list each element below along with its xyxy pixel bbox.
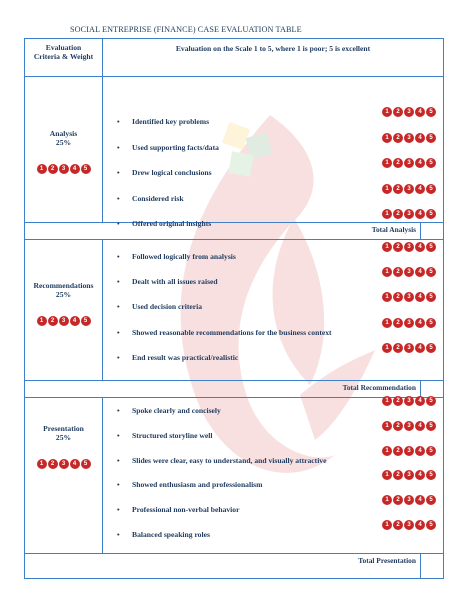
rating-circle[interactable]: 4: [415, 184, 425, 194]
total-row: [25, 554, 444, 579]
criterion-item: [25, 109, 443, 129]
criteria-name: Recommendations: [33, 281, 94, 290]
rating-circle[interactable]: 4: [415, 209, 425, 219]
item-rating-scale: [382, 495, 436, 505]
rating-circle[interactable]: 2: [393, 133, 403, 143]
bullet-icon: •: [117, 252, 120, 261]
rating-circle[interactable]: 1: [382, 396, 392, 406]
rating-circle[interactable]: 5: [81, 164, 91, 174]
rating-circle[interactable]: 5: [426, 184, 436, 194]
rating-circle[interactable]: 1: [382, 470, 392, 480]
item-rating-scale: [382, 421, 436, 431]
rating-circle[interactable]: 5: [426, 209, 436, 219]
rating-circle[interactable]: 5: [426, 267, 436, 277]
item-rating-scale: [382, 107, 436, 117]
item-rating-scale: [382, 133, 436, 143]
rating-circle[interactable]: 4: [415, 292, 425, 302]
item-rating-scale: [382, 446, 436, 456]
rating-circle[interactable]: 3: [404, 318, 414, 328]
rating-circle[interactable]: 2: [393, 520, 403, 530]
rating-circle[interactable]: 5: [426, 421, 436, 431]
rating-circle[interactable]: 1: [382, 446, 392, 456]
criterion-text: End result was practical/realistic: [132, 352, 239, 362]
item-rating-scale: [382, 292, 436, 302]
total-score-field[interactable]: [421, 381, 444, 398]
criterion-text: Structured storyline well: [132, 430, 213, 440]
criterion-text: Slides were clear, easy to understand, and visually attractive: [132, 455, 327, 465]
rating-circle[interactable]: 5: [426, 495, 436, 505]
rating-circle[interactable]: 1: [382, 292, 392, 302]
item-rating-scale: [382, 184, 436, 194]
header-row: [25, 39, 444, 77]
item-rating-scale: [382, 209, 436, 219]
item-rating-scale: [382, 242, 436, 252]
criterion-text: Considered risk: [132, 193, 184, 203]
rating-circle[interactable]: 2: [48, 164, 58, 174]
criterion-text: Identified key problems: [132, 117, 210, 126]
rating-circle[interactable]: 1: [382, 133, 392, 143]
criteria-weight: 25%: [55, 290, 72, 299]
rating-circle[interactable]: 3: [404, 470, 414, 480]
rating-circle[interactable]: 1: [382, 495, 392, 505]
rating-circle[interactable]: 3: [404, 267, 414, 277]
rating-circle[interactable]: 1: [382, 318, 392, 328]
rating-circle[interactable]: 3: [404, 209, 414, 219]
criterion-item: [25, 211, 443, 231]
rating-circle[interactable]: 2: [393, 267, 403, 277]
rating-circle[interactable]: 2: [393, 318, 403, 328]
criterion-item: [25, 269, 443, 289]
rating-circle[interactable]: 2: [393, 242, 403, 252]
total-label: Total Presentation: [25, 554, 421, 579]
rating-circle[interactable]: 2: [393, 470, 403, 480]
rating-circle[interactable]: 3: [59, 164, 69, 174]
rating-circle[interactable]: 2: [393, 396, 403, 406]
rating-circle[interactable]: 4: [70, 316, 80, 326]
criteria-weight: 25%: [55, 138, 72, 147]
rating-circle[interactable]: 1: [382, 520, 392, 530]
rating-circle[interactable]: 3: [404, 242, 414, 252]
bullet-icon: •: [117, 406, 120, 415]
bullet-icon: •: [117, 168, 120, 177]
rating-circle[interactable]: 3: [404, 396, 414, 406]
criteria-name: Analysis: [49, 129, 78, 138]
rating-circle[interactable]: 2: [393, 209, 403, 219]
item-rating-scale: [382, 396, 436, 406]
criterion-text: Followed logically from analysis: [132, 252, 236, 261]
criterion-text: Dealt with all issues raised: [132, 277, 218, 287]
items-cell: [103, 398, 444, 554]
criteria-header-line1: Evaluation: [45, 43, 82, 52]
rating-circle[interactable]: 4: [415, 107, 425, 117]
rating-circle[interactable]: 3: [404, 158, 414, 168]
bullet-icon: •: [117, 219, 120, 228]
rating-circle[interactable]: 2: [393, 446, 403, 456]
rating-circle[interactable]: 5: [426, 133, 436, 143]
rating-circle[interactable]: 5: [426, 158, 436, 168]
items-cell: [103, 77, 444, 228]
rating-circle[interactable]: 2: [393, 495, 403, 505]
rating-circle[interactable]: 5: [426, 520, 436, 530]
rating-circle[interactable]: 4: [415, 158, 425, 168]
rating-circle[interactable]: 5: [81, 316, 91, 326]
criterion-item: [25, 472, 443, 492]
rating-circle[interactable]: 3: [404, 495, 414, 505]
total-score-field[interactable]: [421, 554, 444, 579]
criteria-header-line2: Criteria & Weight: [33, 52, 94, 61]
bullet-icon: •: [117, 530, 120, 539]
total-label: Total Recommendation: [25, 381, 421, 398]
bullet-icon: •: [117, 480, 120, 490]
rating-circle[interactable]: 5: [426, 318, 436, 328]
bullet-icon: •: [117, 302, 120, 312]
rating-circle[interactable]: 4: [415, 470, 425, 480]
criterion-item: [25, 344, 443, 365]
rating-circle[interactable]: 5: [81, 459, 91, 469]
criteria-name: Presentation: [43, 424, 84, 433]
criteria-weight: 25%: [55, 433, 72, 442]
rating-circle[interactable]: 5: [426, 107, 436, 117]
bullet-icon: •: [117, 352, 120, 362]
bullet-icon: •: [117, 327, 120, 337]
rating-circle[interactable]: 3: [404, 343, 414, 353]
section-row-analysis: [25, 77, 444, 223]
criterion-text: Showed reasonable recommendations for the business context: [132, 327, 332, 337]
criterion-text: Professional non-verbal behavior: [132, 505, 240, 515]
criteria-rating-scale: [25, 316, 102, 326]
rating-circle[interactable]: 5: [426, 470, 436, 480]
items-cell: [103, 240, 444, 381]
criterion-text: Used supporting facts/data: [132, 142, 219, 152]
rating-circle[interactable]: 3: [59, 459, 69, 469]
criterion-item: [25, 522, 443, 542]
criterion-item: [25, 244, 443, 264]
rating-circle[interactable]: 1: [382, 267, 392, 277]
criterion-item: [25, 160, 443, 180]
rating-circle[interactable]: 3: [59, 316, 69, 326]
criterion-item: [25, 185, 443, 206]
item-rating-scale: [382, 158, 436, 168]
criterion-text: Offered original insights: [132, 219, 212, 228]
rating-circle[interactable]: 5: [426, 292, 436, 302]
rating-circle[interactable]: 3: [404, 107, 414, 117]
rating-circle[interactable]: 1: [382, 242, 392, 252]
rating-circle[interactable]: 5: [426, 343, 436, 353]
rating-circle[interactable]: 1: [382, 209, 392, 219]
bullet-icon: •: [117, 277, 120, 287]
rating-circle[interactable]: 1: [382, 184, 392, 194]
scale-header: Evaluation on the Scale 1 to 5, where 1 is poor; 5 is excellent: [103, 39, 444, 77]
rating-circle[interactable]: 2: [393, 107, 403, 117]
criterion-text: Showed enthusiasm and professionalism: [132, 480, 263, 490]
rating-circle[interactable]: 3: [404, 292, 414, 302]
rating-circle[interactable]: 5: [426, 242, 436, 252]
rating-circle[interactable]: 4: [415, 343, 425, 353]
bullet-icon: •: [117, 505, 120, 515]
rating-circle[interactable]: 2: [393, 421, 403, 431]
section-row-presentation: [25, 398, 444, 554]
criterion-text: Spoke clearly and concisely: [132, 406, 221, 415]
rating-circle[interactable]: 1: [37, 316, 47, 326]
rating-circle[interactable]: 1: [37, 459, 47, 469]
criterion-text: Drew logical conclusions: [132, 168, 212, 177]
rating-circle[interactable]: 2: [48, 459, 58, 469]
rating-circle[interactable]: 4: [415, 446, 425, 456]
rating-circle[interactable]: 2: [48, 316, 58, 326]
criteria-header: [25, 39, 103, 77]
item-rating-scale: [382, 267, 436, 277]
bullet-icon: •: [117, 455, 120, 465]
rating-circle[interactable]: 1: [382, 343, 392, 353]
rating-circle[interactable]: 5: [426, 446, 436, 456]
rating-circle[interactable]: 4: [70, 459, 80, 469]
item-rating-scale: [382, 343, 436, 353]
item-rating-scale: [382, 470, 436, 480]
criterion-text: Used decision criteria: [132, 302, 203, 312]
rating-circle[interactable]: 4: [415, 242, 425, 252]
rating-circle[interactable]: 2: [393, 184, 403, 194]
bullet-icon: •: [117, 193, 120, 203]
rating-circle[interactable]: 4: [415, 318, 425, 328]
total-label: Total Analysis: [25, 223, 421, 240]
rating-circle[interactable]: 3: [404, 184, 414, 194]
criterion-item: [25, 497, 443, 517]
rating-circle[interactable]: 3: [404, 446, 414, 456]
rating-circle[interactable]: 1: [382, 421, 392, 431]
criterion-item: [25, 319, 443, 340]
rating-circle[interactable]: 3: [404, 520, 414, 530]
document-title: SOCIAL ENTREPRISE (FINANCE) CASE EVALUATION TABLE: [70, 25, 302, 34]
evaluation-table: [24, 38, 444, 579]
rating-circle[interactable]: 4: [415, 520, 425, 530]
rating-circle[interactable]: 4: [415, 267, 425, 277]
item-rating-scale: [382, 318, 436, 328]
rating-circle[interactable]: 1: [37, 164, 47, 174]
rating-circle[interactable]: 5: [426, 396, 436, 406]
bullet-icon: •: [117, 117, 120, 126]
rating-circle[interactable]: 1: [382, 158, 392, 168]
rating-circle[interactable]: 1: [382, 107, 392, 117]
criterion-text: Balanced speaking roles: [132, 530, 210, 539]
rating-circle[interactable]: 4: [415, 421, 425, 431]
rating-circle[interactable]: 2: [393, 343, 403, 353]
section-row-recommendations: [25, 240, 444, 381]
rating-circle[interactable]: 4: [415, 495, 425, 505]
rating-circle[interactable]: 4: [415, 133, 425, 143]
rating-circle[interactable]: 3: [404, 421, 414, 431]
criterion-item: [25, 447, 443, 468]
bullet-icon: •: [117, 142, 120, 152]
rating-circle[interactable]: 3: [404, 133, 414, 143]
rating-circle[interactable]: 2: [393, 158, 403, 168]
rating-circle[interactable]: 2: [393, 292, 403, 302]
rating-circle[interactable]: 4: [415, 396, 425, 406]
rating-circle[interactable]: 4: [70, 164, 80, 174]
item-rating-scale: [382, 520, 436, 530]
criterion-item: [25, 398, 443, 418]
total-row: [25, 381, 444, 398]
bullet-icon: •: [117, 430, 120, 440]
